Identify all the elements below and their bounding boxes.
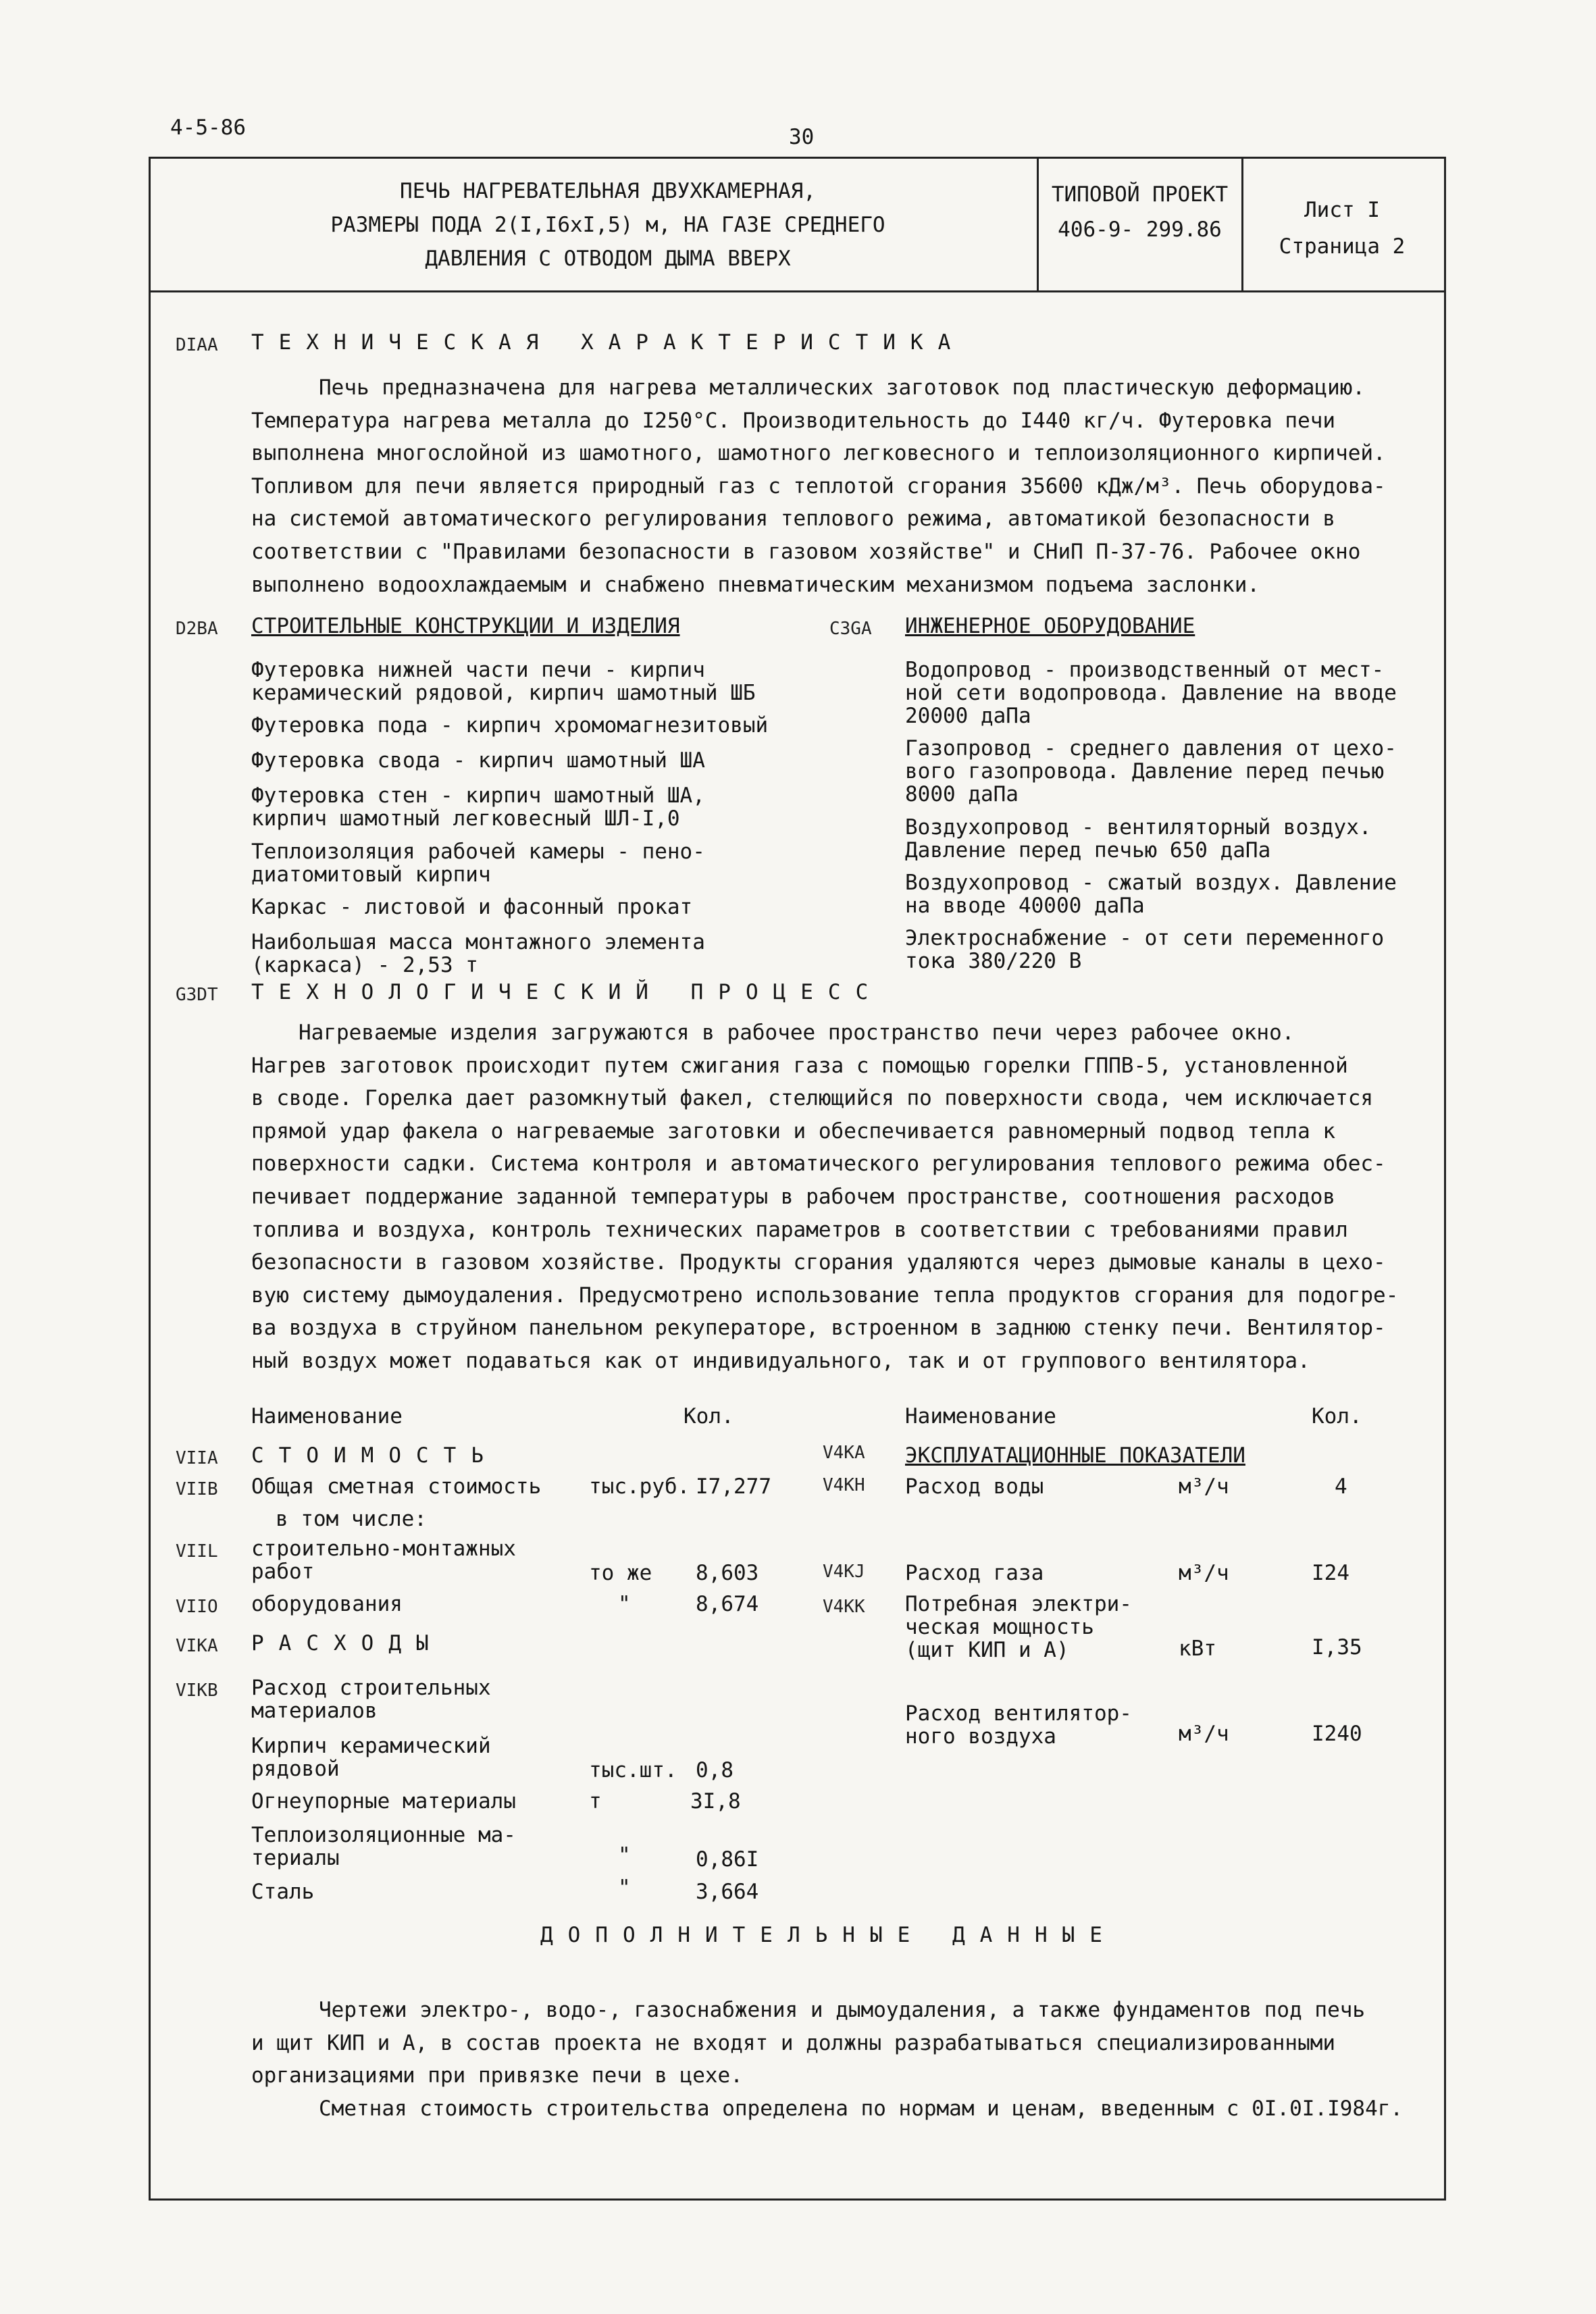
operational-row-label: Расход вентилятор- ного воздуха <box>905 1701 1132 1749</box>
tech-heading: ТЕХНИЧЕСКАЯ ХАРАКТЕРИСТИКА <box>251 330 966 355</box>
expense-row-unit: " <box>618 1843 631 1868</box>
expense-row-value: 0,86I <box>696 1847 759 1872</box>
header-separator-1 <box>1037 157 1039 292</box>
constructions-list <box>251 659 768 978</box>
page-number: 30 <box>789 125 815 149</box>
operational-row-value: I240 <box>1312 1722 1362 1746</box>
list-item: Футеровка нижней части печи - кирпич керамический рядовой, кирпич шамотный ШБ <box>251 658 756 706</box>
list-item: Газопровод - среднего давления от цехо- вого газопровода. Давление перед печью 8000 даПа <box>905 736 1397 807</box>
row-code: V4KA <box>823 1443 865 1463</box>
table-header-qty: Кол. <box>684 1404 734 1429</box>
cost-row-value: 8,674 <box>696 1592 759 1616</box>
expense-row-label: Теплоизоляционные ма- териалы <box>251 1823 516 1871</box>
header-separator-2 <box>1241 157 1243 292</box>
list-item: Футеровка свода - кирпич шамотный ША <box>251 748 705 773</box>
additional-heading: ДОПОЛНИТЕЛЬНЫЕ ДАННЫЕ <box>540 1923 1117 1947</box>
cost-heading: СТОИМОСТЬ <box>251 1443 498 1468</box>
materials-label: Расход строительных материалов <box>251 1676 491 1724</box>
row-code: VIIA <box>176 1448 218 1468</box>
project-label: ТИПОВОЙ ПРОЕКТ <box>1051 182 1229 207</box>
operational-row-label: Расход воды <box>905 1474 1044 1499</box>
expense-row-unit: т <box>589 1789 602 1814</box>
cost-row-unit: " <box>618 1592 631 1616</box>
table-header-name: Наименование <box>251 1404 403 1429</box>
section-code: DIAA <box>176 335 218 355</box>
row-code: VIKA <box>176 1636 218 1656</box>
header-divider <box>149 290 1444 292</box>
row-code: VIIO <box>176 1597 218 1617</box>
row-code: V4KJ <box>823 1562 865 1582</box>
list-item: Наибольшая масса монтажного элемента (каркаса) - 2,53 т <box>251 929 705 977</box>
project-block <box>1040 177 1239 247</box>
operational-row-unit: м³/ч <box>1179 1561 1229 1585</box>
operational-heading: ЭКСПЛУАТАЦИОННЫЕ ПОКАЗАТЕЛИ <box>905 1443 1245 1468</box>
cost-total-label: Общая сметная стоимость <box>251 1474 542 1499</box>
table-header-qty: Кол. <box>1312 1404 1362 1429</box>
expenses-heading: РАСХОДЫ <box>251 1631 444 1655</box>
expense-row-value: 3,664 <box>696 1880 759 1904</box>
project-number: 406-9- 299.86 <box>1058 217 1222 242</box>
expense-row-value: 0,8 <box>696 1758 733 1782</box>
cost-including: в том числе: <box>276 1507 427 1531</box>
page-label: Страница 2 <box>1279 234 1406 259</box>
process-heading: ТЕХНОЛОГИЧЕСКИЙ ПРОЦЕСС <box>251 980 883 1004</box>
document-code: 4-5-86 <box>170 115 246 140</box>
expense-row-value: 3I,8 <box>690 1789 741 1814</box>
list-item: Каркас - листовой и фасонный прокат <box>251 894 693 919</box>
operational-row-unit: м³/ч <box>1179 1722 1229 1746</box>
table-header-name: Наименование <box>905 1404 1056 1429</box>
list-item: Футеровка стен - кирпич шамотный ША, кирпич шамотный легковесный ШЛ-I,0 <box>251 783 705 831</box>
cost-total-unit: тыс.руб. <box>589 1474 690 1499</box>
cost-total-value: I7,277 <box>696 1474 771 1499</box>
operational-row-value: 4 <box>1335 1474 1347 1499</box>
cost-row-label: строительно-монтажных работ <box>251 1537 516 1585</box>
expense-row-unit: тыс.шт. <box>589 1758 677 1782</box>
sheet-block <box>1244 192 1440 265</box>
row-code: V4KK <box>823 1597 865 1617</box>
document-title: ПЕЧЬ НАГРЕВАТЕЛЬНАЯ ДВУХКАМЕРНАЯ, РАЗМЕРЫ ПОДА 2(I,I6xI,5) м, НА ГАЗЕ СРЕДНЕГО ДАВЛЕНИЯ С ОТВОДОМ ДЫМА ВВЕРХ <box>330 179 885 271</box>
operational-row-value: I24 <box>1312 1561 1349 1585</box>
row-code: V4KH <box>823 1475 865 1495</box>
list-item: Водопровод - производственный от мест- ной сети водопровода. Давление на вводе 20000 даПа <box>905 658 1397 729</box>
cost-row-value: 8,603 <box>696 1561 759 1585</box>
cost-row-label: оборудования <box>251 1592 403 1616</box>
operational-row-unit: кВт <box>1179 1637 1216 1661</box>
cost-row-unit: то же <box>589 1561 652 1585</box>
operational-row-value: I,35 <box>1312 1635 1362 1660</box>
operational-row-unit: м³/ч <box>1179 1474 1229 1499</box>
list-item: Футеровка пода - кирпич хромомагнезитовый <box>251 713 769 738</box>
expense-row-label: Кирпич керамический рядовой <box>251 1734 491 1782</box>
sheet-label: Лист I <box>1304 198 1380 222</box>
row-code: VIIB <box>176 1479 218 1499</box>
section-code: G3DT <box>176 985 218 1005</box>
expense-row-label: Огнеупорные материалы <box>251 1789 516 1814</box>
section-code: D2BA <box>176 619 218 639</box>
row-code: VIKB <box>176 1680 218 1701</box>
engineering-list <box>905 659 1397 973</box>
section-code: C3GA <box>829 619 872 639</box>
process-text: Нагреваемые изделия загружаются в рабочее пространство печи через рабочее окно. Нагрев заготовок происходит путем сжигания газа с помощью горелки ГППВ-5, установленной в своде. Горелка дает разомкнутый факел, стелющийся по поверхности свода, чем исключается прямой удар факела о нагреваемые заготовки и обеспечивается равномерный подвод тепла к поверхности садки. Система контроля и автоматического регулирования теплового режима обес- печивает поддержание заданной температуры в рабочем пространстве, соотношения расходов топлива и воздуха, контроль технических параметров в соответствии с требованиями правил безопасности в газовом хозяйстве. Продукты сгорания удаляются через дымовые каналы в цехо- вую систему дымоудаления. Предусмотрено использование тепла продуктов сгорания для подогре- ва воздуха в струйном панельном рекуператоре, встроенном в заднюю стенку печи. Вентилятор- ный воздух может подаваться как от индивидуального, так и от группового вентилятора. <box>251 1021 1399 1373</box>
row-code: VIIL <box>176 1541 218 1562</box>
list-item: Теплоизоляция рабочей камеры - пено- диатомитовый кирпич <box>251 839 705 887</box>
expense-row-unit: " <box>618 1876 631 1900</box>
tech-text: Печь предназначена для нагрева металлических заготовок под пластическую деформацию. Температура нагрева металла до I250°С. Производительность до I440 кг/ч. Футеровка печи выполнена многослойной из шамотного, шамотного легковесного и теплоизоляционного кирпичей. Топливом для печи является природный газ с теплотой сгорания 35600 кДж/м³. Печь оборудова- на системой автоматического регулирования теплового режима, автоматикой безопасности в соответствии с "Правилами безопасности в газовом хозяйстве" и СНиП П-37-76. Рабочее окно выполнено водоохлаждаемым и снабжено пневматическим механизмом подъема заслонки. <box>251 376 1386 597</box>
list-item: Электроснабжение - от сети переменного тока 380/220 В <box>905 925 1385 974</box>
list-item: Воздухопровод - вентиляторный воздух. Давление перед печью 650 даПа <box>905 815 1372 863</box>
constructions-heading: СТРОИТЕЛЬНЫЕ КОНСТРУКЦИИ И ИЗДЕЛИЯ <box>251 614 680 638</box>
additional-text: Чертежи электро-, водо-, газоснабжения и дымоудаления, а также фундаментов под печь и щит КИП и А, в состав проекта не входят и должны разрабатываться специализированными организациями при привязке печи в цехе. Сметная стоимость строительства определена по нормам и ценам, введенным с 0I.0I.I984г. <box>251 1998 1404 2121</box>
list-item: Воздухопровод - сжатый воздух. Давление на вводе 40000 даПа <box>905 870 1397 918</box>
expense-row-label: Сталь <box>251 1880 315 1904</box>
operational-row-label: Потребная электри- ческая мощность (щит КИП и А) <box>905 1592 1132 1663</box>
operational-row-label: Расход газа <box>905 1561 1044 1585</box>
engineering-heading: ИНЖЕНЕРНОЕ ОБОРУДОВАНИЕ <box>905 614 1195 638</box>
